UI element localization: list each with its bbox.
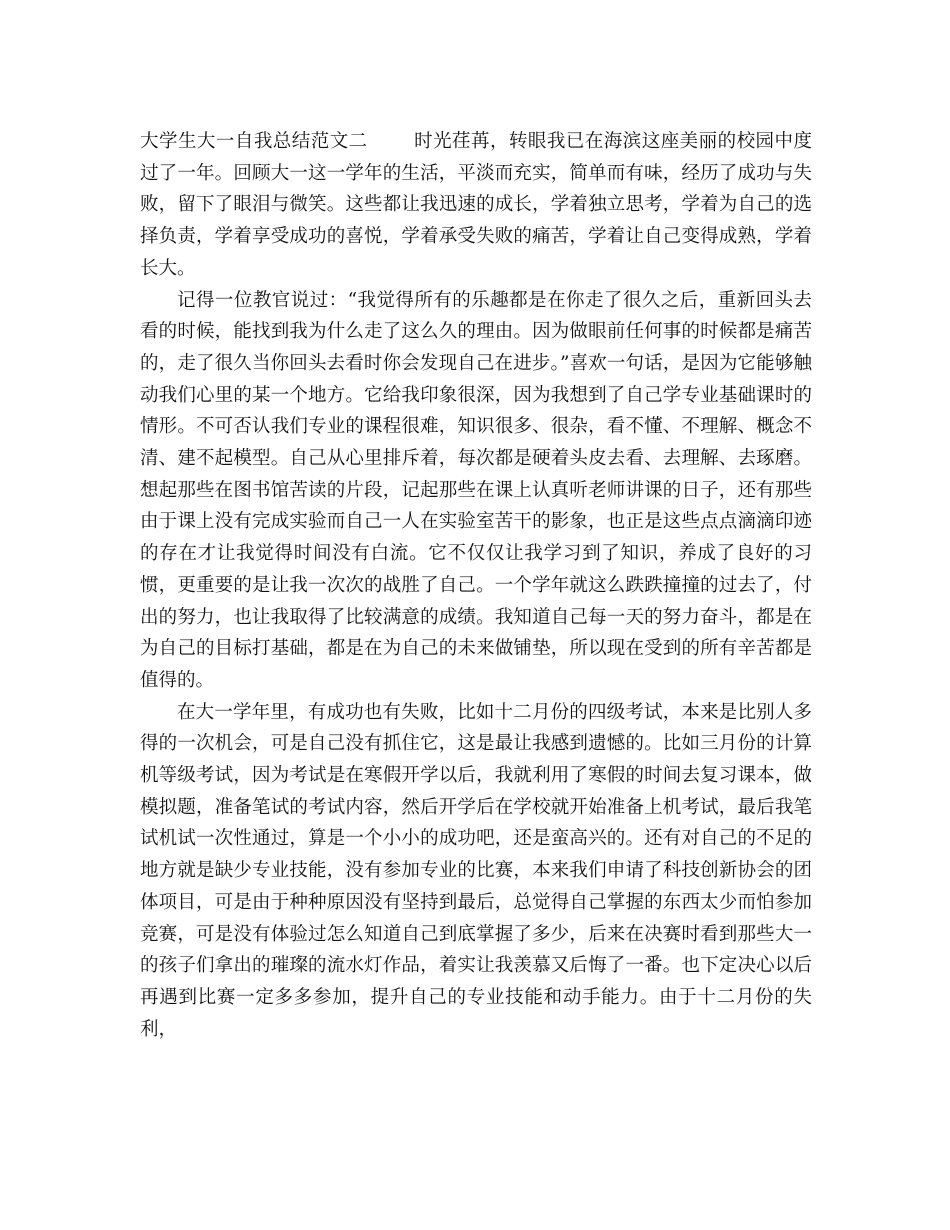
- paragraph-1: [140, 126, 812, 285]
- document-body: [140, 126, 812, 1045]
- paragraph-3: 在大一学年里，有成功也有失败，比如十二月份的四级考试，本来是比别人多得的一次机会，可是自己没有抓住它，这是最让我感到遗憾的。比如三月份的计算机等级考试，因为考试是在寒假开学以后，我就利用了寒假的时间去复习课本，做模拟题，准备笔试的考试内容，然后开学后在学校就开始准备上机考试，最后我笔试机试一次性通过，算是一个小小的成功吧，还是蛮高兴的。还有对自己的不足的地方就是缺少专业技能，没有参加专业的比赛，本来我们申请了科技创新协会的团体项目，可是由于种种原因没有坚持到最后，总觉得自己掌握的东西太少而怕参加竞赛，可是没有体验过怎么知道自己到底掌握了多少，后来在决赛时看到那些大一的孩子们拿出的璀璨的流水灯作品，着实让我羡慕又后悔了一番。也下定决心以后再遇到比赛一定多多参加，提升自己的专业技能和动手能力。由于十二月份的失利，: [140, 701, 812, 1040]
- document-title: 大学生大一自我总结范文二: [140, 131, 368, 152]
- paragraph-2: 记得一位教官说过：“我觉得所有的乐趣都是在你走了很久之后，重新回头去看的时候，能找到我为什么走了这么久的理由。因为做眼前任何事的时候都是痛苦的，走了很久当你回头去看时你会发现自己在进步。”喜欢一句话，是因为它能够触动我们心里的某一个地方。它给我印象很深，因为我想到了自己学专业基础课时的情形。不可否认我们专业的课程很难，知识很多、很杂，看不懂、不理解、概念不清、建不起模型。自己从心里排斥着，每次都是硬着头皮去看、去理解、去琢磨。想起那些在图书馆苦读的片段，记起那些在课上认真听老师讲课的日子，还有那些由于课上没有完成实验而自己一人在实验室苦干的影象，也正是这些点点滴滴印迹的存在才让我觉得时间没有白流。它不仅仅让我学习到了知识，养成了良好的习惯，更重要的是让我一次次的战胜了自己。一个学年就这么跌跌撞撞的过去了，付出的努力，也让我取得了比较满意的成绩。我知道自己每一天的努力奋斗，都是在为自己的目标打基础，都是在为自己的未来做铺垫，所以现在受到的所有辛苦都是值得的。: [140, 289, 812, 691]
- paragraph-1-text: 时光荏苒，转眼我已在海滨这座美丽的校园中度过了一年。回顾大一这一学年的生活，平淡而充实，简单而有味，经历了成功与失败，留下了眼泪与微笑。这些都让我迅速的成长，学着独立思考，学着为自己的选择负责，学着享受成功的喜悦，学着承受失败的痛苦，学着让自己变得成熟，学着长大。: [140, 131, 812, 279]
